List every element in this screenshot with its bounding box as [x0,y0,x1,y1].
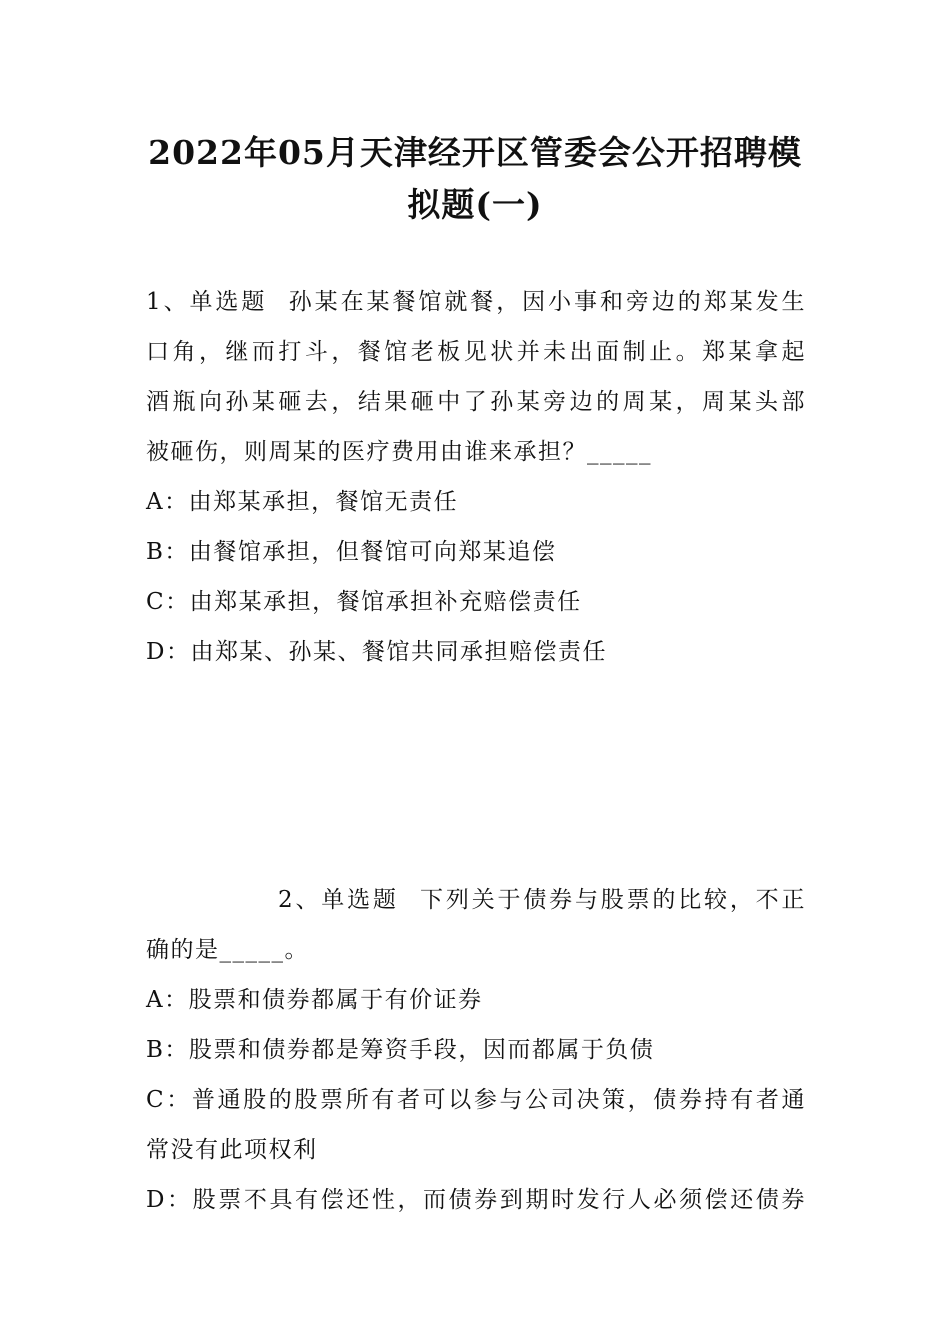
question-2-option-c-line-1: C：普通股的股票所有者可以参与公司决策，债券持有者通 [146,1087,806,1113]
question-1-stem-line-3: 酒瓶向孙某砸去，结果砸中了孙某旁边的周某，周某头部 [146,389,806,415]
question-1-stem-line-1: 孙某在某餐馆就餐，因小事和旁边的郑某发生 [287,289,806,315]
document-title-line-2: 拟题(一) [407,185,543,224]
question-1-stem-line-2: 口角，继而打斗，餐馆老板见状并未出面制止。郑某拿起 [146,339,806,365]
question-2-stem-line-1: 下列关于债券与股票的比较，不正 [418,887,807,913]
question-2-stem-line-2: 确的是_____。 [146,937,309,963]
question-1-stem-line-4: 被砸伤，则周某的医疗费用由谁来承担？_____ [146,439,652,465]
question-1-option-c: C：由郑某承担，餐馆承担补充赔偿责任 [146,589,582,615]
question-1-header-line [146,286,806,318]
question-2-option-c-line-2: 常没有此项权利 [146,1137,318,1163]
question-1-option-d: D：由郑某、孙某、餐馆共同承担赔偿责任 [146,639,607,665]
question-1-option-a: A：由郑某承担，餐馆无责任 [146,489,459,515]
document-title-line-1: 2022年05月天津经开区管委会公开招聘模 [148,133,802,172]
question-1-option-b: B：由餐馆承担，但餐馆可向郑某追偿 [146,539,557,565]
question-2-option-d: D：股票不具有偿还性，而债券到期时发行人必须偿还债券 [146,1187,806,1213]
question-2-header-line [278,884,806,916]
question-1-number: 1、单选题 [146,289,268,315]
question-2-option-a: A：股票和债券都属于有价证券 [146,987,483,1013]
question-2-number: 2、单选题 [278,887,399,913]
question-2-option-b: B：股票和债券都是筹资手段，因而都属于负债 [146,1037,655,1063]
